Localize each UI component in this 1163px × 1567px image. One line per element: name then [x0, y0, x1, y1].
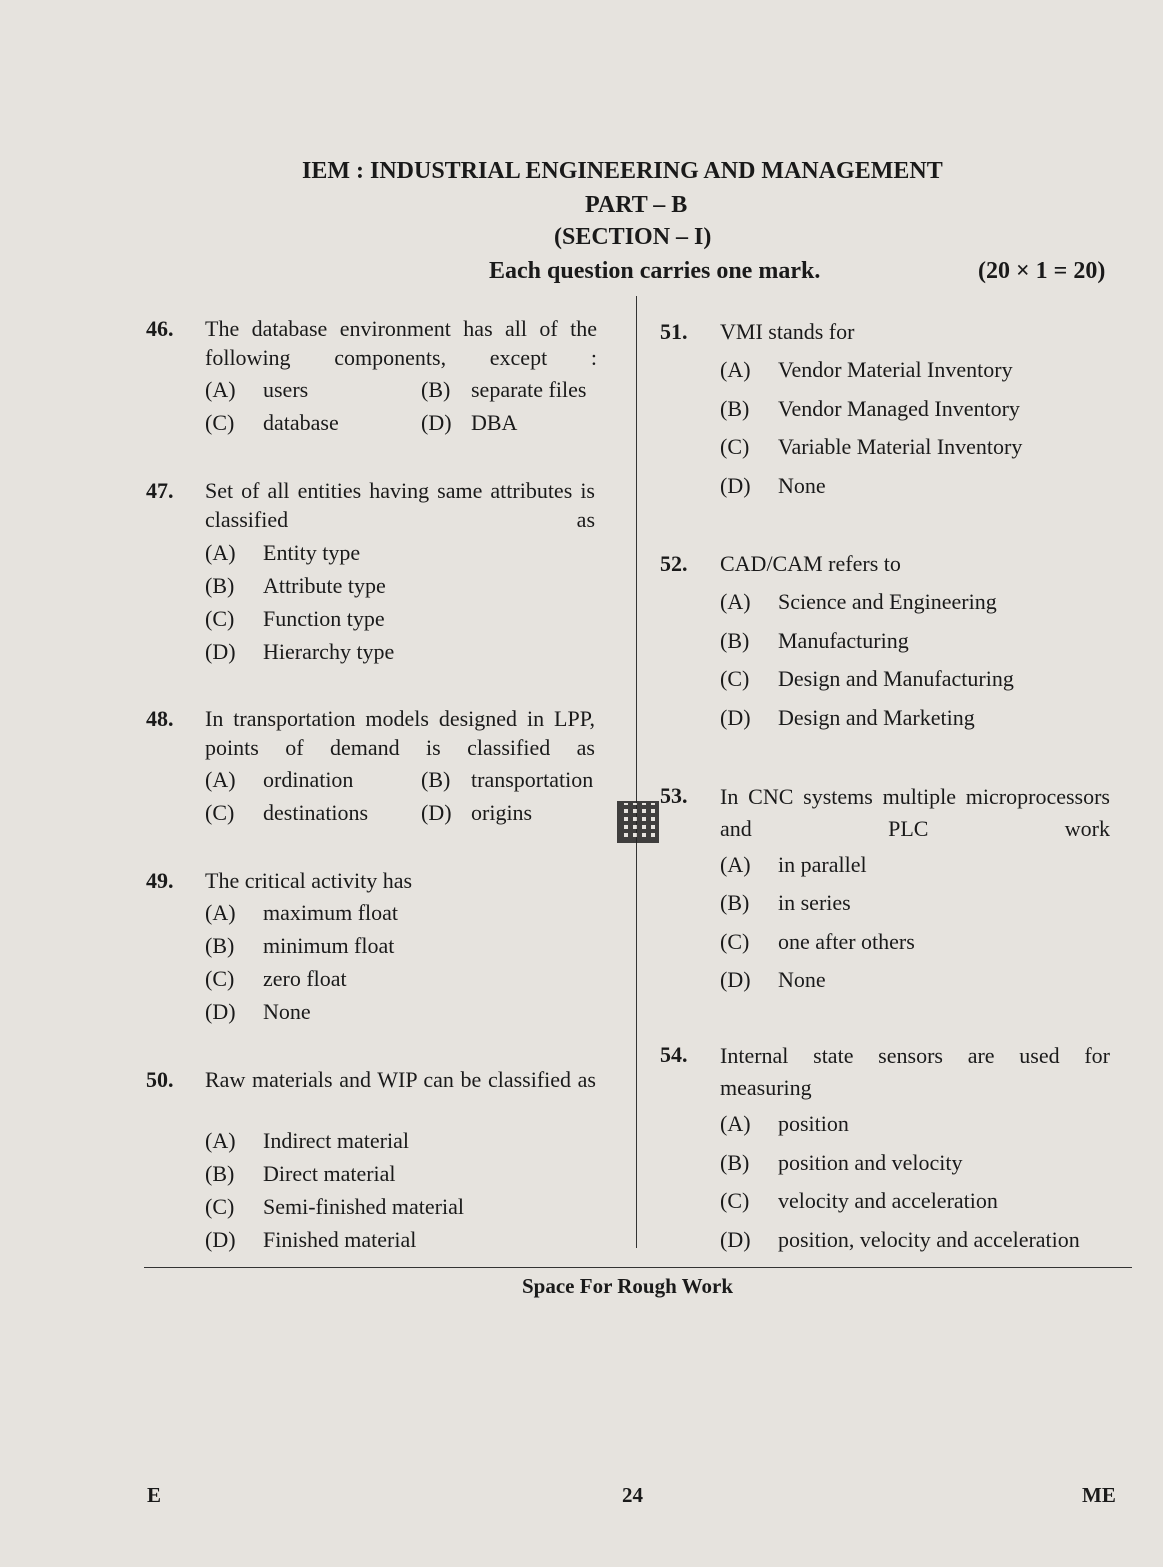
- option-letter: (B): [205, 933, 235, 958]
- option-letter: (C): [720, 1188, 750, 1213]
- option-letter: (D): [720, 967, 751, 992]
- option-text: ordination: [263, 767, 354, 792]
- option-letter: (C): [205, 1194, 235, 1219]
- option-letter: (A): [720, 357, 751, 382]
- question-text: VMI stands for: [720, 319, 855, 344]
- option-c[interactable]: [720, 666, 1014, 692]
- option-d[interactable]: [205, 999, 311, 1025]
- option-c[interactable]: [720, 1188, 998, 1214]
- option-letter: (B): [421, 767, 451, 792]
- option-d[interactable]: [720, 1227, 1080, 1253]
- option-text: DBA: [471, 410, 518, 435]
- rough-work-label: Space For Rough Work: [522, 1274, 734, 1298]
- option-c[interactable]: [205, 606, 385, 632]
- option-letter: (A): [205, 767, 236, 792]
- option-text: Vendor Material Inventory: [778, 357, 1013, 382]
- question-number: 52.: [660, 551, 688, 576]
- option-letter: (D): [720, 705, 751, 730]
- option-letter: (B): [720, 1150, 750, 1175]
- option-c[interactable]: [205, 800, 368, 826]
- option-text: position, velocity and acceleration: [778, 1227, 1080, 1252]
- question-number: 48.: [146, 706, 174, 731]
- option-text: in series: [778, 890, 851, 915]
- option-text: Vendor Managed Inventory: [778, 396, 1020, 421]
- option-letter: (A): [205, 377, 236, 402]
- option-a[interactable]: [205, 540, 360, 566]
- question-number: 50.: [146, 1067, 174, 1092]
- option-letter: (C): [205, 800, 235, 825]
- option-text: None: [263, 999, 311, 1024]
- option-letter: (D): [720, 473, 751, 498]
- footer-left-code: E: [147, 1483, 162, 1507]
- option-text: Variable Material Inventory: [778, 434, 1023, 459]
- option-text: Design and Marketing: [778, 705, 975, 730]
- question-number: 49.: [146, 868, 174, 893]
- option-text: zero float: [263, 966, 347, 991]
- option-text: Direct material: [263, 1161, 396, 1186]
- option-letter: (C): [205, 966, 235, 991]
- option-letter: (D): [205, 1227, 236, 1252]
- question-text: In CNC systems multiple microprocessors and PLC work: [720, 784, 1110, 841]
- footer-right-code: ME: [1082, 1483, 1116, 1507]
- option-letter: (D): [421, 410, 452, 435]
- option-d[interactable]: [421, 410, 517, 436]
- option-a[interactable]: [205, 377, 308, 403]
- option-text: maximum float: [263, 900, 399, 925]
- option-letter: (B): [205, 573, 235, 598]
- question-text: The database environment has all of the following components, except :: [205, 316, 597, 370]
- marks-scheme: (20 × 1 = 20): [978, 258, 1106, 284]
- exam-title: IEM : INDUSTRIAL ENGINEERING AND MANAGEMENT: [302, 158, 943, 184]
- option-letter: (C): [720, 434, 750, 459]
- option-letter: (C): [205, 606, 235, 631]
- option-letter: (A): [205, 900, 236, 925]
- option-a[interactable]: [205, 767, 353, 793]
- option-text: Design and Manufacturing: [778, 666, 1014, 691]
- option-text: Semi-finished material: [263, 1194, 464, 1219]
- option-letter: (C): [205, 410, 235, 435]
- option-text: Science and Engineering: [778, 589, 997, 614]
- option-text: Finished material: [263, 1227, 417, 1252]
- option-text: origins: [471, 800, 533, 825]
- section-heading: (SECTION – I): [554, 224, 712, 250]
- option-a[interactable]: [720, 589, 997, 615]
- option-text: database: [263, 410, 339, 435]
- option-letter: (A): [205, 1128, 236, 1153]
- option-letter: (A): [720, 852, 751, 877]
- option-d[interactable]: [720, 705, 975, 731]
- page-number: 24: [622, 1483, 643, 1507]
- option-b[interactable]: [720, 890, 851, 916]
- option-text: minimum float: [263, 933, 395, 958]
- option-b[interactable]: [205, 933, 394, 959]
- option-letter: (C): [720, 666, 750, 691]
- option-text: position: [778, 1111, 849, 1136]
- option-c[interactable]: [720, 434, 1022, 460]
- option-c[interactable]: [205, 966, 347, 992]
- option-b[interactable]: [720, 1150, 963, 1176]
- option-letter: (A): [205, 540, 236, 565]
- option-letter: (B): [205, 1161, 235, 1186]
- option-letter: (D): [205, 639, 236, 664]
- option-c[interactable]: [720, 929, 915, 955]
- option-a[interactable]: [720, 357, 1013, 383]
- option-letter: (B): [720, 396, 750, 421]
- option-text: velocity and acceleration: [778, 1188, 998, 1213]
- option-text: None: [778, 473, 826, 498]
- option-text: destinations: [263, 800, 369, 825]
- option-b[interactable]: [421, 377, 586, 403]
- option-a[interactable]: [720, 852, 867, 878]
- instruction-text: Each question carries one mark.: [489, 258, 821, 284]
- option-text: None: [778, 967, 826, 992]
- option-b[interactable]: [421, 767, 593, 793]
- qr-code-icon: [617, 801, 659, 843]
- part-heading: PART – B: [585, 192, 688, 218]
- option-letter: (B): [720, 890, 750, 915]
- option-d[interactable]: [421, 800, 532, 826]
- question-number: 47.: [146, 478, 174, 503]
- option-text: separate files: [471, 377, 587, 402]
- option-letter: (C): [720, 929, 750, 954]
- question-text: Raw materials and WIP can be classified as: [205, 1067, 596, 1092]
- option-d[interactable]: [205, 639, 394, 665]
- option-d[interactable]: [720, 967, 826, 993]
- question-text: Internal state sensors are used for measuring: [720, 1043, 1110, 1100]
- question-text: In transportation models designed in LPP, points of demand is classified as: [205, 706, 595, 760]
- rough-work-rule: [144, 1267, 1132, 1268]
- column-divider: [636, 296, 637, 1248]
- option-letter: (D): [421, 800, 452, 825]
- option-letter: (D): [720, 1227, 751, 1252]
- option-a[interactable]: [205, 900, 398, 926]
- option-letter: (B): [421, 377, 451, 402]
- option-d[interactable]: [205, 1227, 416, 1253]
- option-a[interactable]: [205, 1128, 409, 1154]
- option-text: transportation: [471, 767, 594, 792]
- option-text: in parallel: [778, 852, 867, 877]
- option-b[interactable]: [205, 1161, 396, 1187]
- option-text: position and velocity: [778, 1150, 963, 1175]
- option-text: Attribute type: [263, 573, 386, 598]
- question-number: 51.: [660, 319, 688, 344]
- option-text: Entity type: [263, 540, 361, 565]
- option-text: users: [263, 377, 309, 402]
- option-text: Manufacturing: [778, 628, 909, 653]
- option-b[interactable]: [205, 573, 386, 599]
- option-a[interactable]: [720, 1111, 849, 1137]
- question-text: The critical activity has: [205, 868, 413, 893]
- option-d[interactable]: [720, 473, 826, 499]
- question-text: Set of all entities having same attributes is classified as: [205, 478, 595, 532]
- option-text: Indirect material: [263, 1128, 409, 1153]
- option-letter: (A): [720, 589, 751, 614]
- option-b[interactable]: [720, 628, 909, 654]
- option-letter: (D): [205, 999, 236, 1024]
- question-number: 46.: [146, 316, 174, 341]
- option-c[interactable]: [205, 1194, 464, 1220]
- option-b[interactable]: [720, 396, 1020, 422]
- question-number: 54.: [660, 1042, 688, 1067]
- option-text: Hierarchy type: [263, 639, 395, 664]
- option-c[interactable]: [205, 410, 339, 436]
- option-text: one after others: [778, 929, 915, 954]
- option-text: Function type: [263, 606, 385, 631]
- option-letter: (A): [720, 1111, 751, 1136]
- question-number: 53.: [660, 783, 688, 808]
- option-letter: (B): [720, 628, 750, 653]
- question-text: CAD/CAM refers to: [720, 551, 901, 576]
